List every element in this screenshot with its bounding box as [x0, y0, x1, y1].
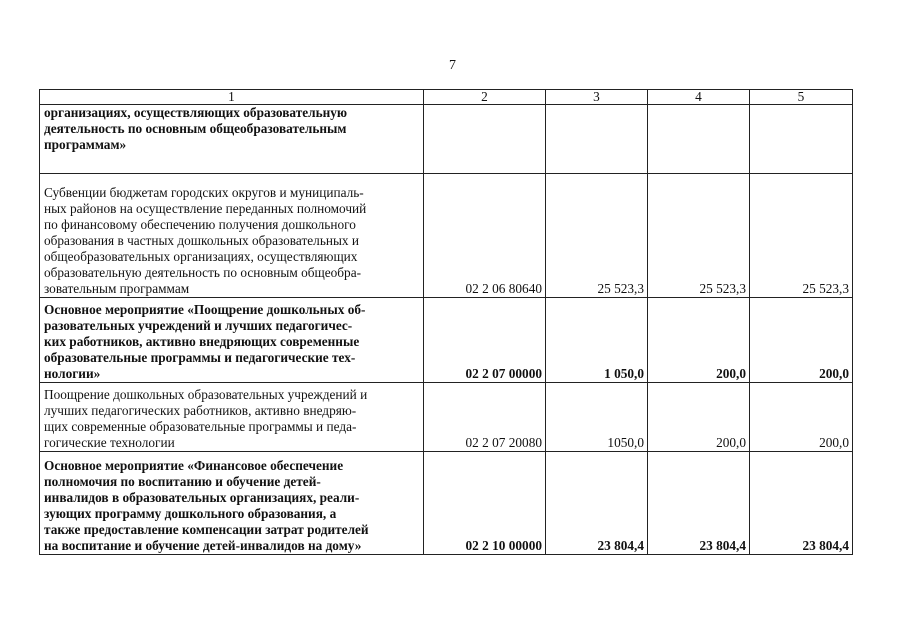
row-name-cell: [40, 174, 424, 298]
row-col5-cell: [750, 105, 853, 174]
row-col3-cell: 1050,0: [546, 383, 648, 452]
row-name-line: лучших педагогических работников, активно внедряю-: [44, 403, 357, 418]
row-name-line: нологии»: [44, 366, 101, 381]
column-header-1: 1: [40, 90, 424, 105]
table-row: [40, 383, 853, 452]
column-header-4: 4: [648, 90, 750, 105]
row-code-cell: 02 2 10 00000: [424, 452, 546, 555]
row-name-line: по финансовому обеспечению получения дошкольного: [44, 217, 356, 232]
table-row: [40, 174, 853, 298]
row-col4-cell: 200,0: [648, 298, 750, 383]
column-header-5: 5: [750, 90, 853, 105]
row-name-line: зовательным программам: [44, 281, 190, 296]
row-name-line: организациях, осуществляющих образовательную: [44, 105, 348, 120]
row-name-line: образовательные программы и педагогические тех-: [44, 350, 356, 365]
row-col4-cell: [648, 105, 750, 174]
row-name-cell: [40, 105, 424, 174]
row-col3-cell: 25 523,3: [546, 174, 648, 298]
row-name-line: ных районов на осуществление переданных полномочий: [44, 201, 367, 216]
row-code-cell: [424, 105, 546, 174]
row-name-line: полномочия по воспитанию и обучение детей-: [44, 474, 321, 489]
row-name-cell: [40, 298, 424, 383]
row-name-line: образовательную деятельность по основным общеобра-: [44, 265, 362, 280]
row-name-line: ких работников, активно внедряющих современные: [44, 334, 360, 349]
table-row: [40, 105, 853, 174]
row-code-cell: 02 2 07 00000: [424, 298, 546, 383]
row-name-line: общеобразовательных организациях, осуществляющих: [44, 249, 358, 264]
row-col4-cell: 25 523,3: [648, 174, 750, 298]
row-name-cell: [40, 452, 424, 555]
row-col3-cell: 23 804,4: [546, 452, 648, 555]
row-name-line: разовательных учреждений и лучших педагогичес-: [44, 318, 353, 333]
row-col3-cell: 1 050,0: [546, 298, 648, 383]
row-code-cell: 02 2 07 20080: [424, 383, 546, 452]
column-header-3: 3: [546, 90, 648, 105]
row-col5-cell: 23 804,4: [750, 452, 853, 555]
row-name-line: образования в частных дошкольных образовательных и: [44, 233, 360, 248]
row-name-line: Субвенции бюджетам городских округов и муниципаль-: [44, 185, 364, 200]
row-code-cell: 02 2 06 80640: [424, 174, 546, 298]
table-row: [40, 298, 853, 383]
row-col5-cell: 200,0: [750, 298, 853, 383]
column-header-2: 2: [424, 90, 546, 105]
row-name-line: также предоставление компенсации затрат родителей: [44, 522, 369, 537]
row-name-line: Основное мероприятие «Поощрение дошкольных об-: [44, 302, 366, 317]
table-header-row: [40, 90, 853, 105]
row-col4-cell: 23 804,4: [648, 452, 750, 555]
row-name-line: щих современные образовательные программы и педа-: [44, 419, 357, 434]
row-name-line: деятельность по основным общеобразовательным: [44, 121, 347, 136]
row-col5-cell: 25 523,3: [750, 174, 853, 298]
page-number: 7: [449, 58, 456, 73]
row-name-line: инвалидов в образовательных организациях, реали-: [44, 490, 360, 505]
table-row: [40, 452, 853, 555]
budget-table: [39, 89, 853, 555]
row-name-line: зующих программу дошкольного образования, а: [44, 506, 337, 521]
row-name-cell: [40, 383, 424, 452]
row-col5-cell: 200,0: [750, 383, 853, 452]
row-col4-cell: 200,0: [648, 383, 750, 452]
row-name-line: Поощрение дошкольных образовательных учреждений и: [44, 387, 368, 402]
row-name-line: гогические технологии: [44, 435, 175, 450]
row-name-line: Основное мероприятие «Финансовое обеспечение: [44, 458, 344, 473]
row-name-line: на воспитание и обучение детей-инвалидов на дому»: [44, 538, 362, 553]
row-name-line: программам»: [44, 137, 127, 152]
row-col3-cell: [546, 105, 648, 174]
